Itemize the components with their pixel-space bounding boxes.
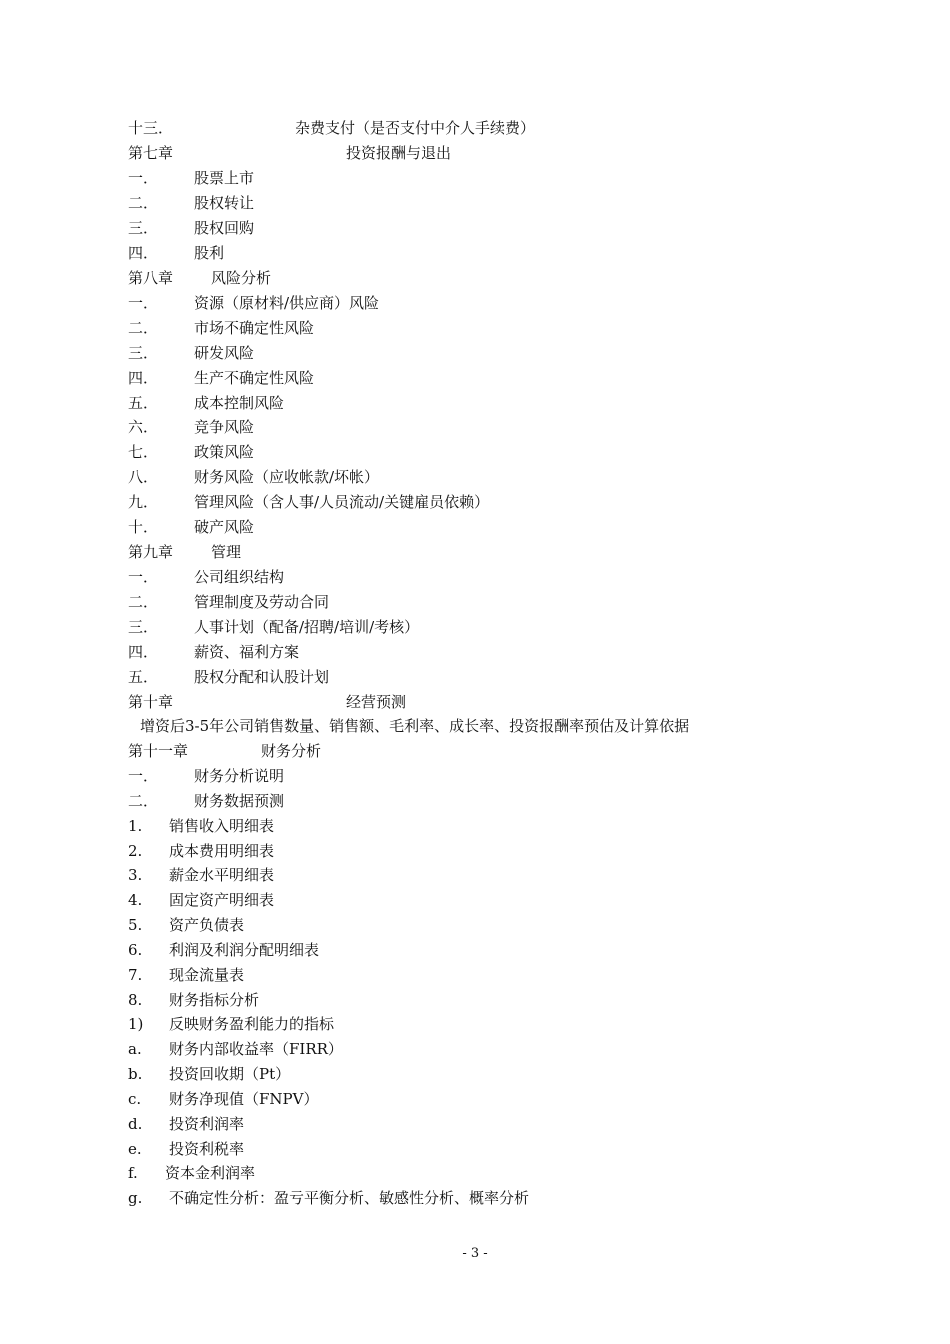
item-number: 二． (128, 194, 159, 212)
item-text: 财务数据预测 (194, 792, 285, 810)
item-text: 股利 (194, 244, 225, 262)
item-text: 管理风险（含人事/人员流动/关键雇员依赖） (194, 493, 490, 511)
item-number: 二． (128, 792, 159, 810)
item-text: 资源（原材料/供应商）风险 (194, 294, 380, 312)
item-number: 十． (128, 518, 159, 536)
item-number: 一． (128, 294, 159, 312)
item-text: 投资回收期（Pt） (169, 1065, 291, 1083)
item-number: 一． (128, 568, 159, 586)
item-text: 资产负债表 (169, 916, 245, 934)
item-text: 利润及利润分配明细表 (169, 941, 320, 959)
paragraph-text: 增资后3-5年公司销售数量、销售额、毛利率、成长率、投资报酬率预估及计算依据 (140, 717, 690, 735)
item-text: 股票上市 (194, 169, 255, 187)
item-number: a. (128, 1040, 142, 1058)
item-text: 人事计划（配备/招聘/培训/考核） (194, 618, 420, 636)
item-text: 薪金水平明细表 (169, 866, 275, 884)
item-number: b. (128, 1065, 143, 1083)
page-number: - 3 - (462, 1246, 488, 1261)
item-text: 反映财务盈利能力的指标 (169, 1015, 335, 1033)
item-number: c. (128, 1090, 142, 1108)
item-text: 杂费支付（是否支付中介人手续费） (295, 119, 536, 137)
item-number: 4. (128, 891, 143, 909)
item-text: 薪资、福利方案 (194, 643, 300, 661)
item-text: 销售收入明细表 (169, 817, 275, 835)
item-number: 七． (128, 443, 159, 461)
item-text: 公司组织结构 (194, 568, 285, 586)
item-number: 六． (128, 418, 159, 436)
item-text: 股权转让 (194, 194, 255, 212)
item-number: 八． (128, 468, 159, 486)
item-number: 五． (128, 668, 159, 686)
item-number: 3. (128, 866, 143, 884)
item-text: 市场不确定性风险 (194, 319, 315, 337)
item-number: 8. (128, 991, 143, 1009)
item-text: 研发风险 (194, 344, 255, 362)
item-text: 股权回购 (194, 219, 255, 237)
item-text: 成本费用明细表 (169, 842, 275, 860)
item-number: 三． (128, 344, 159, 362)
item-text: 财务净现值（FNPV） (169, 1090, 319, 1108)
item-text: 财务分析说明 (194, 767, 285, 785)
item-number: e. (128, 1140, 142, 1158)
item-number: 五． (128, 394, 159, 412)
item-text: 资本金利润率 (165, 1164, 256, 1182)
item-number: 三． (128, 618, 159, 636)
item-number: 二． (128, 593, 159, 611)
item-text: 财务内部收益率（FIRR） (169, 1040, 343, 1058)
chapter-number: 第九章 (128, 543, 174, 561)
item-number: 1. (128, 817, 143, 835)
item-number: 一． (128, 767, 159, 785)
chapter-number: 第十章 (128, 693, 174, 711)
chapter-title: 风险分析 (211, 269, 272, 287)
item-number: 5. (128, 916, 143, 934)
chapter-title: 财务分析 (261, 742, 322, 760)
item-text: 财务指标分析 (169, 991, 260, 1009)
item-text: 成本控制风险 (194, 394, 285, 412)
item-text: 投资利润率 (169, 1115, 245, 1133)
item-text: 生产不确定性风险 (194, 369, 315, 387)
item-number: 三． (128, 219, 159, 237)
item-number: 2. (128, 842, 143, 860)
item-text: 现金流量表 (169, 966, 245, 984)
item-text: 竞争风险 (194, 418, 255, 436)
item-number: 十三． (128, 119, 174, 137)
item-number: g. (128, 1189, 143, 1207)
chapter-number: 第十一章 (128, 742, 189, 760)
item-text: 股权分配和认股计划 (194, 668, 330, 686)
item-number: 7. (128, 966, 143, 984)
item-number: 6. (128, 941, 143, 959)
item-number: d. (128, 1115, 143, 1133)
item-number: 四． (128, 643, 159, 661)
chapter-title: 经营预测 (346, 693, 407, 711)
item-text: 投资利税率 (169, 1140, 245, 1158)
item-text: 破产风险 (194, 518, 255, 536)
chapter-number: 第八章 (128, 269, 174, 287)
item-text: 管理制度及劳动合同 (194, 593, 330, 611)
item-number: 四． (128, 244, 159, 262)
item-text: 不确定性分析：盈亏平衡分析、敏感性分析、概率分析 (169, 1189, 530, 1207)
item-number: 九． (128, 493, 159, 511)
item-number: 1) (128, 1015, 144, 1033)
item-number: 二． (128, 319, 159, 337)
item-text: 财务风险（应收帐款/坏帐） (194, 468, 380, 486)
chapter-number: 第七章 (128, 144, 174, 162)
chapter-title: 管理 (211, 543, 242, 561)
item-number: 一． (128, 169, 159, 187)
item-number: f. (128, 1164, 138, 1182)
item-number: 四． (128, 369, 159, 387)
chapter-title: 投资报酬与退出 (346, 144, 452, 162)
item-text: 固定资产明细表 (169, 891, 275, 909)
item-text: 政策风险 (194, 443, 255, 461)
